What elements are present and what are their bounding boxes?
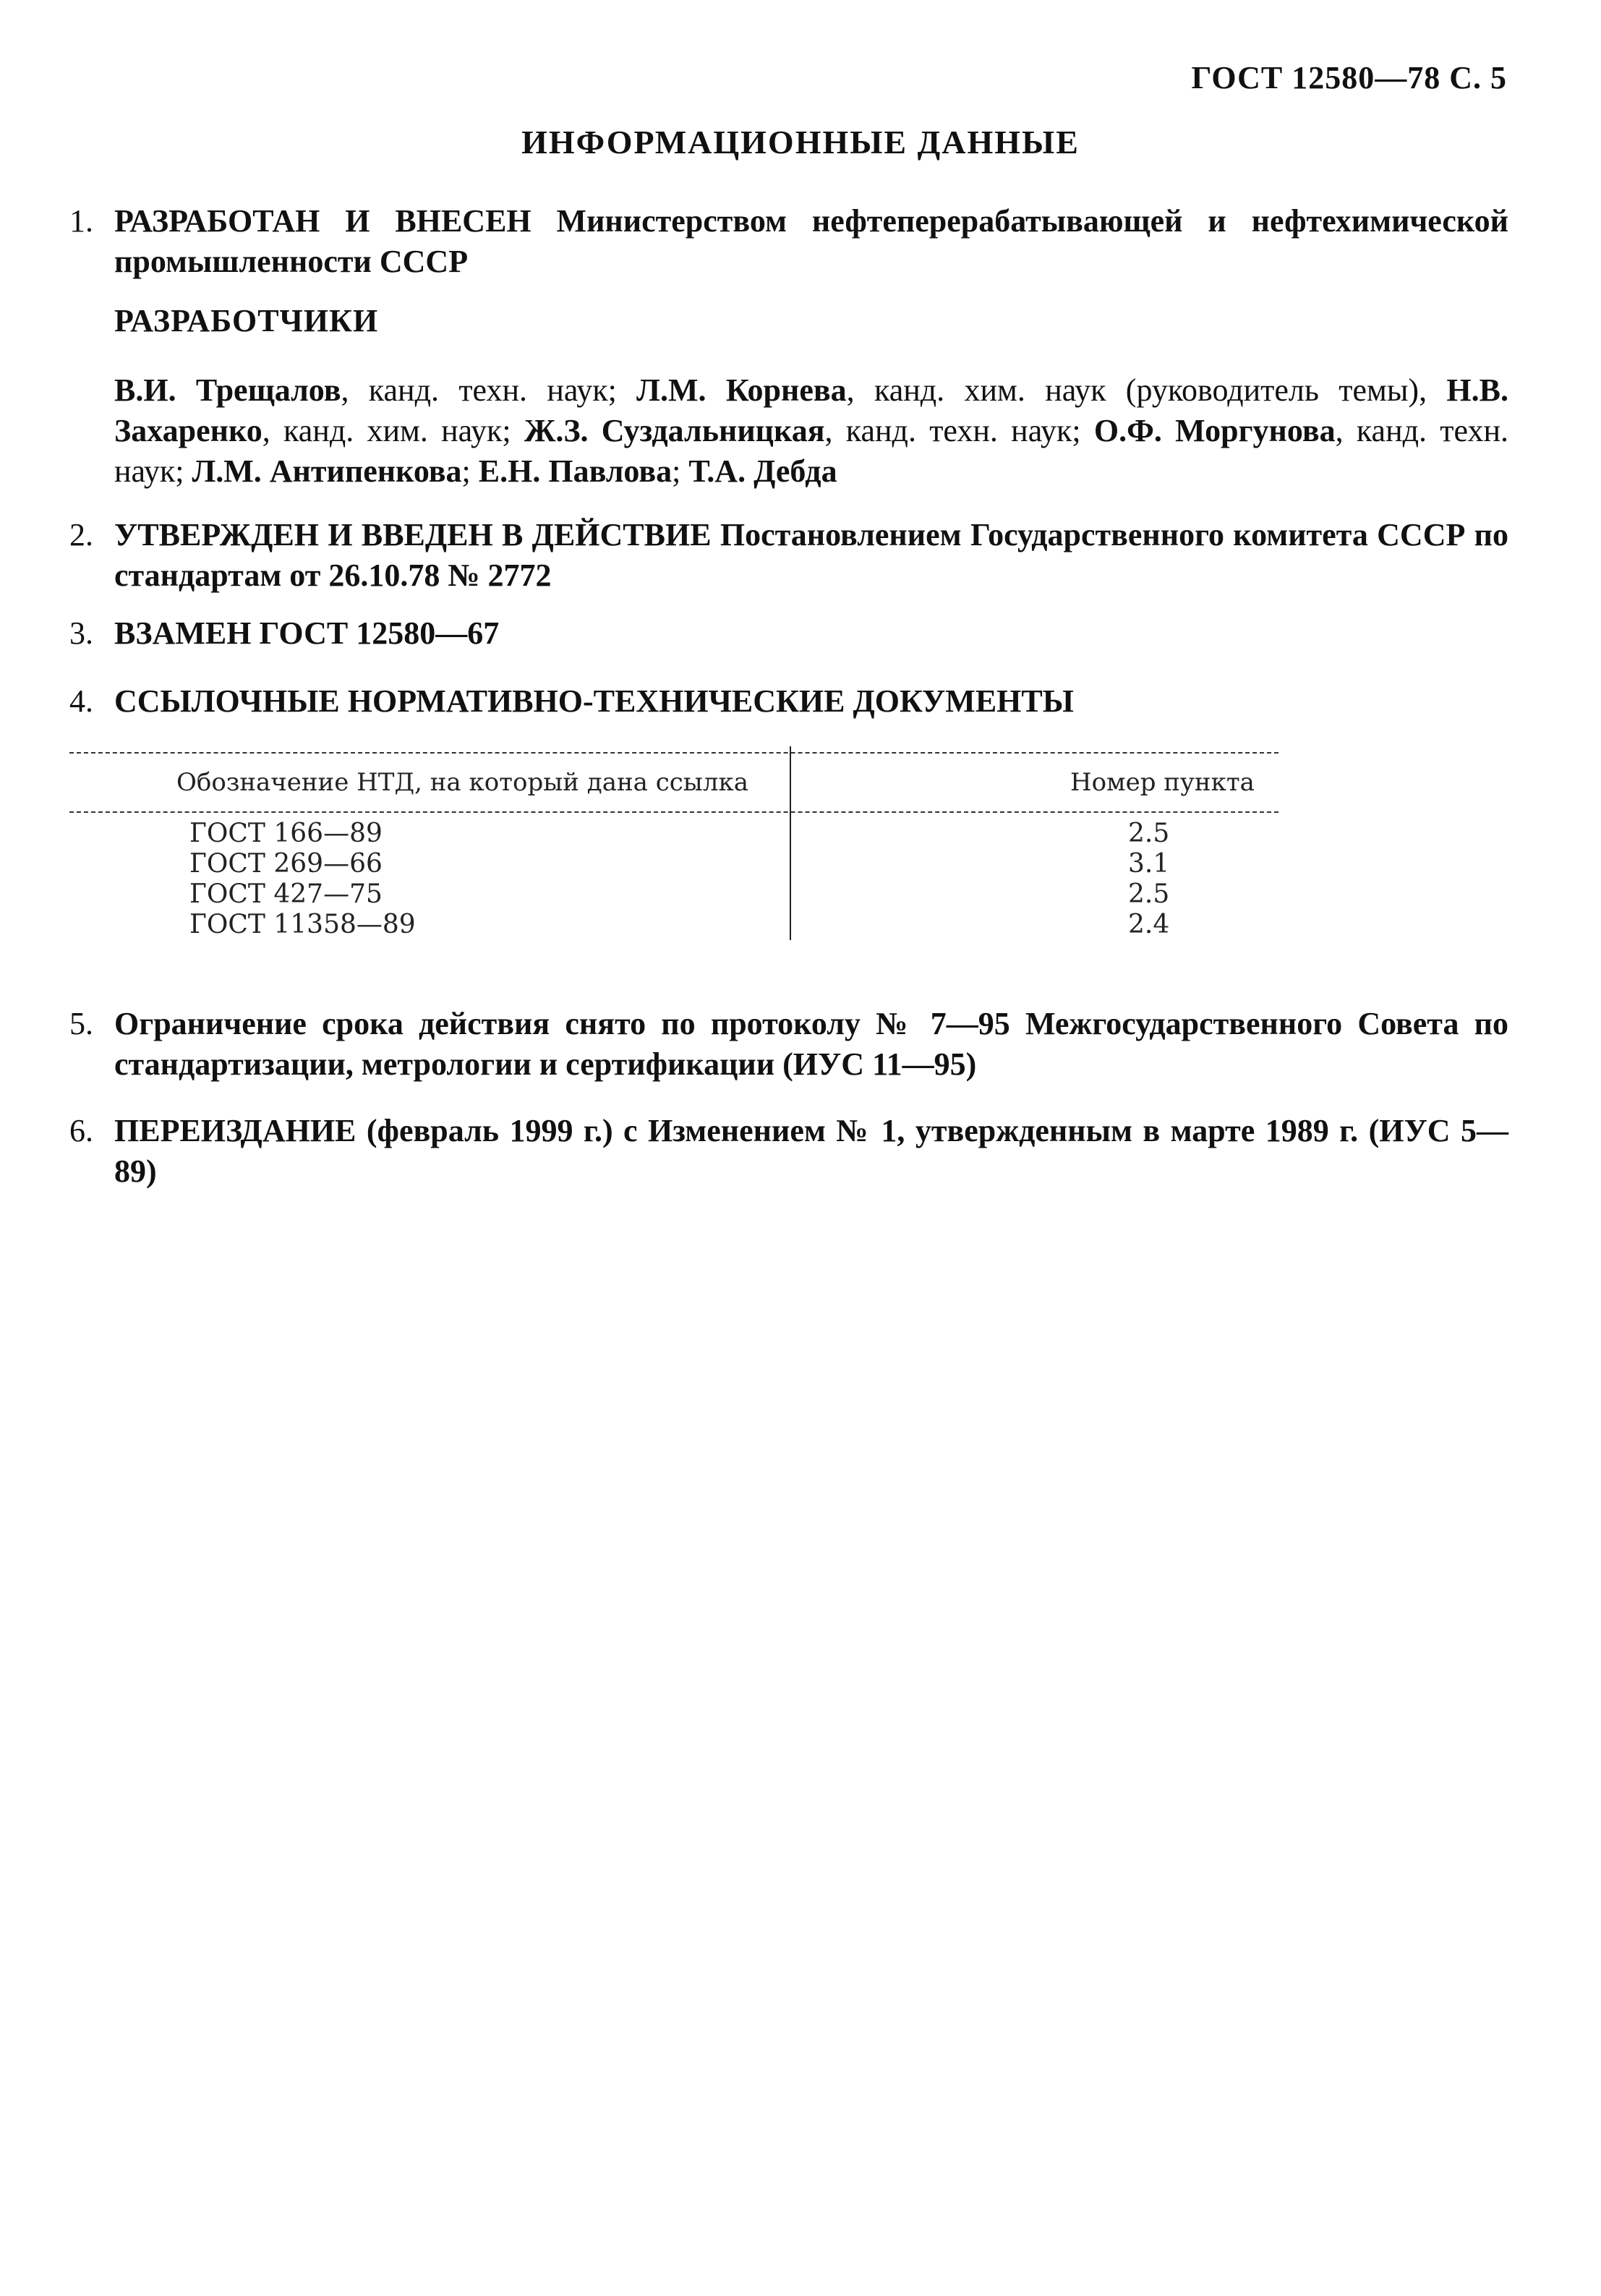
developer-name: Ж.З. Суздальницкая bbox=[524, 413, 825, 448]
table-cell-clause: 2.5 bbox=[1128, 819, 1170, 848]
developer-name: В.И. Трещалов bbox=[114, 372, 341, 408]
developer-name: Н.В. Захаренко bbox=[114, 372, 1508, 448]
developer-title: , канд. техн. наук; bbox=[341, 372, 637, 408]
developers-list bbox=[114, 370, 1508, 492]
item-4-number: 4. bbox=[69, 683, 93, 719]
item-3-number: 3. bbox=[69, 615, 93, 651]
table-header-clause: Номер пункта bbox=[1070, 768, 1255, 797]
developer-title: , канд. техн. наук; bbox=[114, 413, 1509, 489]
item-1-bold: РАЗРАБОТАН И ВНЕСЕН bbox=[114, 203, 531, 239]
item-2-number: 2. bbox=[69, 517, 93, 552]
table-cell-document: ГОСТ 269—66 bbox=[189, 849, 383, 879]
item-3-text: ВЗАМЕН ГОСТ 12580—67 bbox=[114, 615, 500, 651]
item-2-text: Постановлением Государственного комитета СССР по стандартам от 26.10.78 № 2772 bbox=[114, 517, 1509, 593]
item-4-text: ССЫЛОЧНЫЕ НОРМАТИВНО-ТЕХНИЧЕСКИЕ ДОКУМЕНТЫ bbox=[114, 683, 1074, 719]
page-title: ИНФОРМАЦИОННЫЕ ДАННЫЕ bbox=[521, 124, 1080, 161]
item-6-number: 6. bbox=[69, 1113, 93, 1148]
developer-title: ; bbox=[672, 453, 689, 489]
item-1 bbox=[69, 201, 1508, 282]
item-6-text: (февраль 1999 г.) с Изменением № 1, утвержденным в марте 1989 г. (ИУС 5—89) bbox=[114, 1113, 1508, 1189]
table-header-document: Обозначение НТД, на который дана ссылка bbox=[176, 768, 748, 797]
table-cell-clause: 3.1 bbox=[1128, 849, 1170, 879]
table-cell-document: ГОСТ 427—75 bbox=[189, 879, 383, 909]
table-column-divider bbox=[790, 746, 791, 940]
table-header-rule bbox=[69, 811, 1278, 813]
item-4 bbox=[69, 681, 1508, 722]
developer-title: , канд. хим. наук; bbox=[262, 413, 524, 448]
references-table bbox=[69, 746, 1278, 940]
item-2 bbox=[69, 515, 1508, 596]
item-3 bbox=[69, 613, 1508, 654]
page-header: ГОСТ 12580—78 С. 5 bbox=[1191, 60, 1507, 95]
table-top-rule bbox=[69, 752, 1278, 754]
item-6 bbox=[69, 1111, 1508, 1192]
developer-name: Л.М. Антипенкова bbox=[192, 453, 462, 489]
item-5 bbox=[69, 1004, 1508, 1085]
table-cell-document: ГОСТ 11358—89 bbox=[189, 910, 416, 939]
developer-title: , канд. хим. наук (руководитель темы), bbox=[846, 372, 1447, 408]
item-5-text: Ограничение срока действия снято по протоколу № 7—95 Межгосударственного Совета по стандартизации, метрологии и сертификации (ИУС 11—95) bbox=[114, 1006, 1508, 1082]
developer-name: Е.Н. Павлова bbox=[478, 453, 673, 489]
developer-title: , канд. техн. наук; bbox=[824, 413, 1094, 448]
table-cell-clause: 2.5 bbox=[1128, 879, 1170, 909]
item-5-number: 5. bbox=[69, 1006, 93, 1041]
item-2-bold: УТВЕРЖДЕН И ВВЕДЕН В ДЕЙСТВИЕ bbox=[114, 517, 712, 552]
developer-name: Л.М. Корнева bbox=[636, 372, 847, 408]
table-cell-clause: 2.4 bbox=[1128, 910, 1170, 939]
item-1-number: 1. bbox=[69, 203, 93, 239]
developers-heading: РАЗРАБОТЧИКИ bbox=[114, 303, 379, 338]
item-6-bold: ПЕРЕИЗДАНИЕ bbox=[114, 1113, 357, 1148]
developer-name: О.Ф. Моргунова bbox=[1093, 413, 1336, 448]
developer-name: Т.А. Дебда bbox=[688, 453, 837, 489]
developer-title: ; bbox=[461, 453, 479, 489]
item-1-text: Министерством нефтеперерабатывающей и нефтехимической промышленности СССР bbox=[114, 203, 1508, 279]
table-cell-document: ГОСТ 166—89 bbox=[189, 819, 383, 848]
